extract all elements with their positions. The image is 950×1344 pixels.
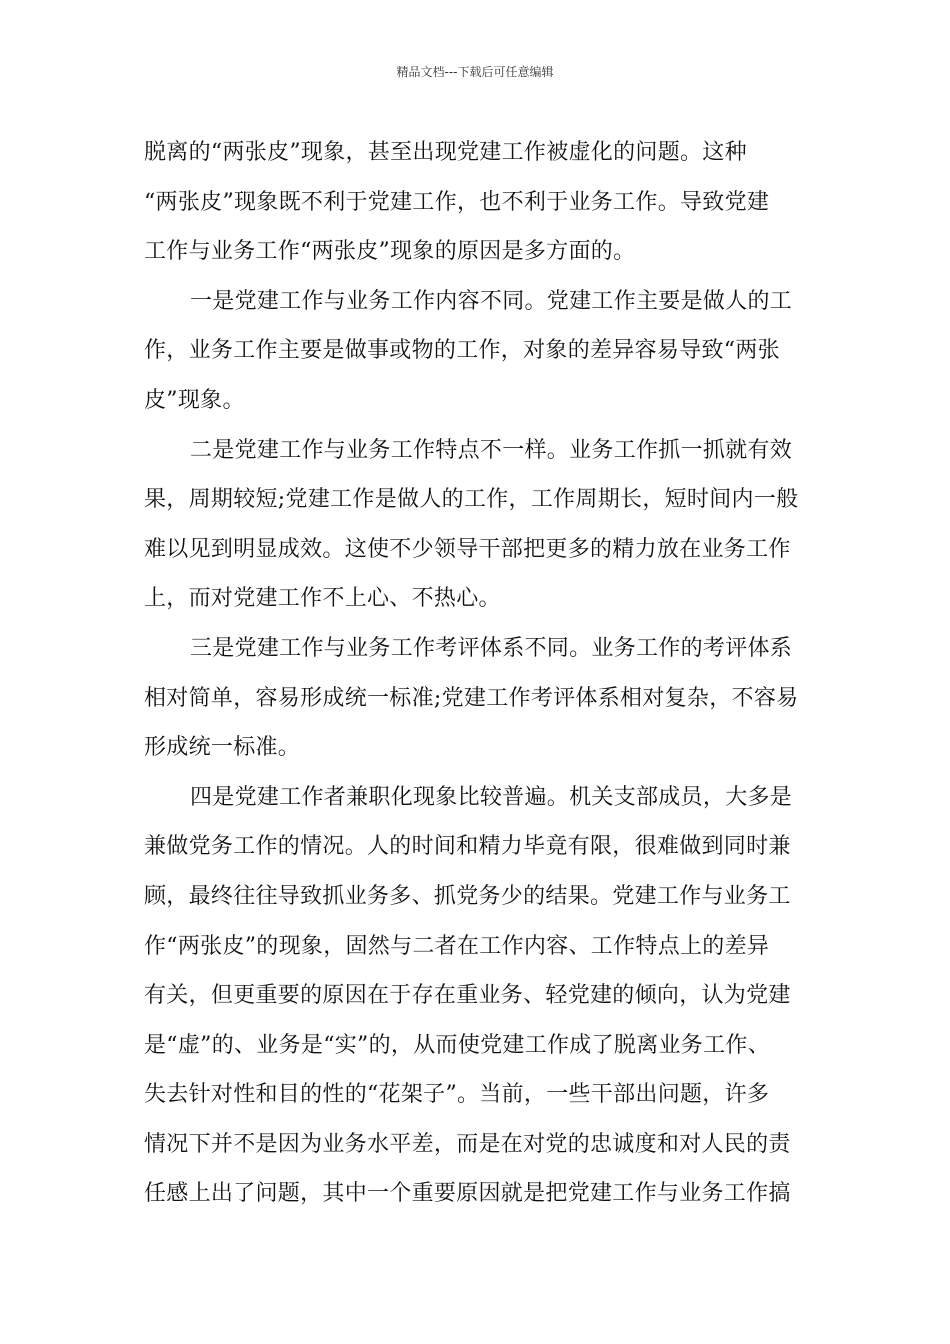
text-line: 有关，但更重要的原因在于存在重业务、轻党建的倾向，认为党建 bbox=[144, 983, 791, 1009]
paragraph-first-line: 三是党建工作与业务工作考评体系不同。业务工作的考评体系 bbox=[190, 635, 793, 661]
text-line: 失去针对性和目的性的“花架子”。当前，一些干部出问题，许多 bbox=[144, 1082, 770, 1108]
text-line: 工作与业务工作“两张皮”现象的原因是多方面的。 bbox=[144, 239, 636, 265]
text-line: 顾，最终往往导致抓业务多、抓党务少的结果。党建工作与业务工 bbox=[144, 883, 791, 909]
text-line: 果，周期较短;党建工作是做人的工作，工作周期长，短时间内一般 bbox=[144, 487, 799, 513]
paragraph-first-line: 四是党建工作者兼职化现象比较普遍。机关支部成员，大多是 bbox=[190, 784, 793, 810]
text-line: 作“两张皮”的现象，固然与二者在工作内容、工作特点上的差异 bbox=[144, 933, 770, 959]
document-body bbox=[144, 128, 814, 1219]
text-line: 兼做党务工作的情况。人的时间和精力毕竟有限，很难做到同时兼 bbox=[144, 834, 791, 860]
text-line: 是“虚”的、业务是“实”的，从而使党建工作成了脱离业务工作、 bbox=[144, 1032, 770, 1058]
text-line: 任感上出了问题，其中一个重要原因就是把党建工作与业务工作搞 bbox=[144, 1181, 791, 1207]
text-line: “两张皮”现象既不利于党建工作，也不利于业务工作。导致党建 bbox=[144, 189, 770, 215]
text-line: 脱离的“两张皮”现象，甚至出现党建工作被虚化的问题。这种 bbox=[144, 140, 747, 165]
text-line: 作，业务工作主要是做事或物的工作，对象的差异容易导致“两张 bbox=[144, 338, 780, 364]
paragraph-first-line: 一是党建工作与业务工作内容不同。党建工作主要是做人的工 bbox=[190, 288, 793, 314]
text-line: 情况下并不是因为业务水平差，而是在对党的忠诚度和对人民的责 bbox=[144, 1131, 791, 1157]
document-header: 精品文档---下载后可任意编辑 bbox=[396, 65, 554, 79]
text-line: 上，而对党建工作不上心、不热心。 bbox=[144, 586, 501, 612]
text-line: 形成统一标准。 bbox=[144, 735, 301, 761]
text-line: 皮”现象。 bbox=[144, 387, 245, 413]
paragraph-first-line: 二是党建工作与业务工作特点不一样。业务工作抓一抓就有效 bbox=[190, 437, 793, 463]
text-line: 难以见到明显成效。这使不少领导干部把更多的精力放在业务工作 bbox=[144, 536, 791, 562]
text-line: 相对简单，容易形成统一标准;党建工作考评体系相对复杂，不容易 bbox=[144, 685, 799, 711]
